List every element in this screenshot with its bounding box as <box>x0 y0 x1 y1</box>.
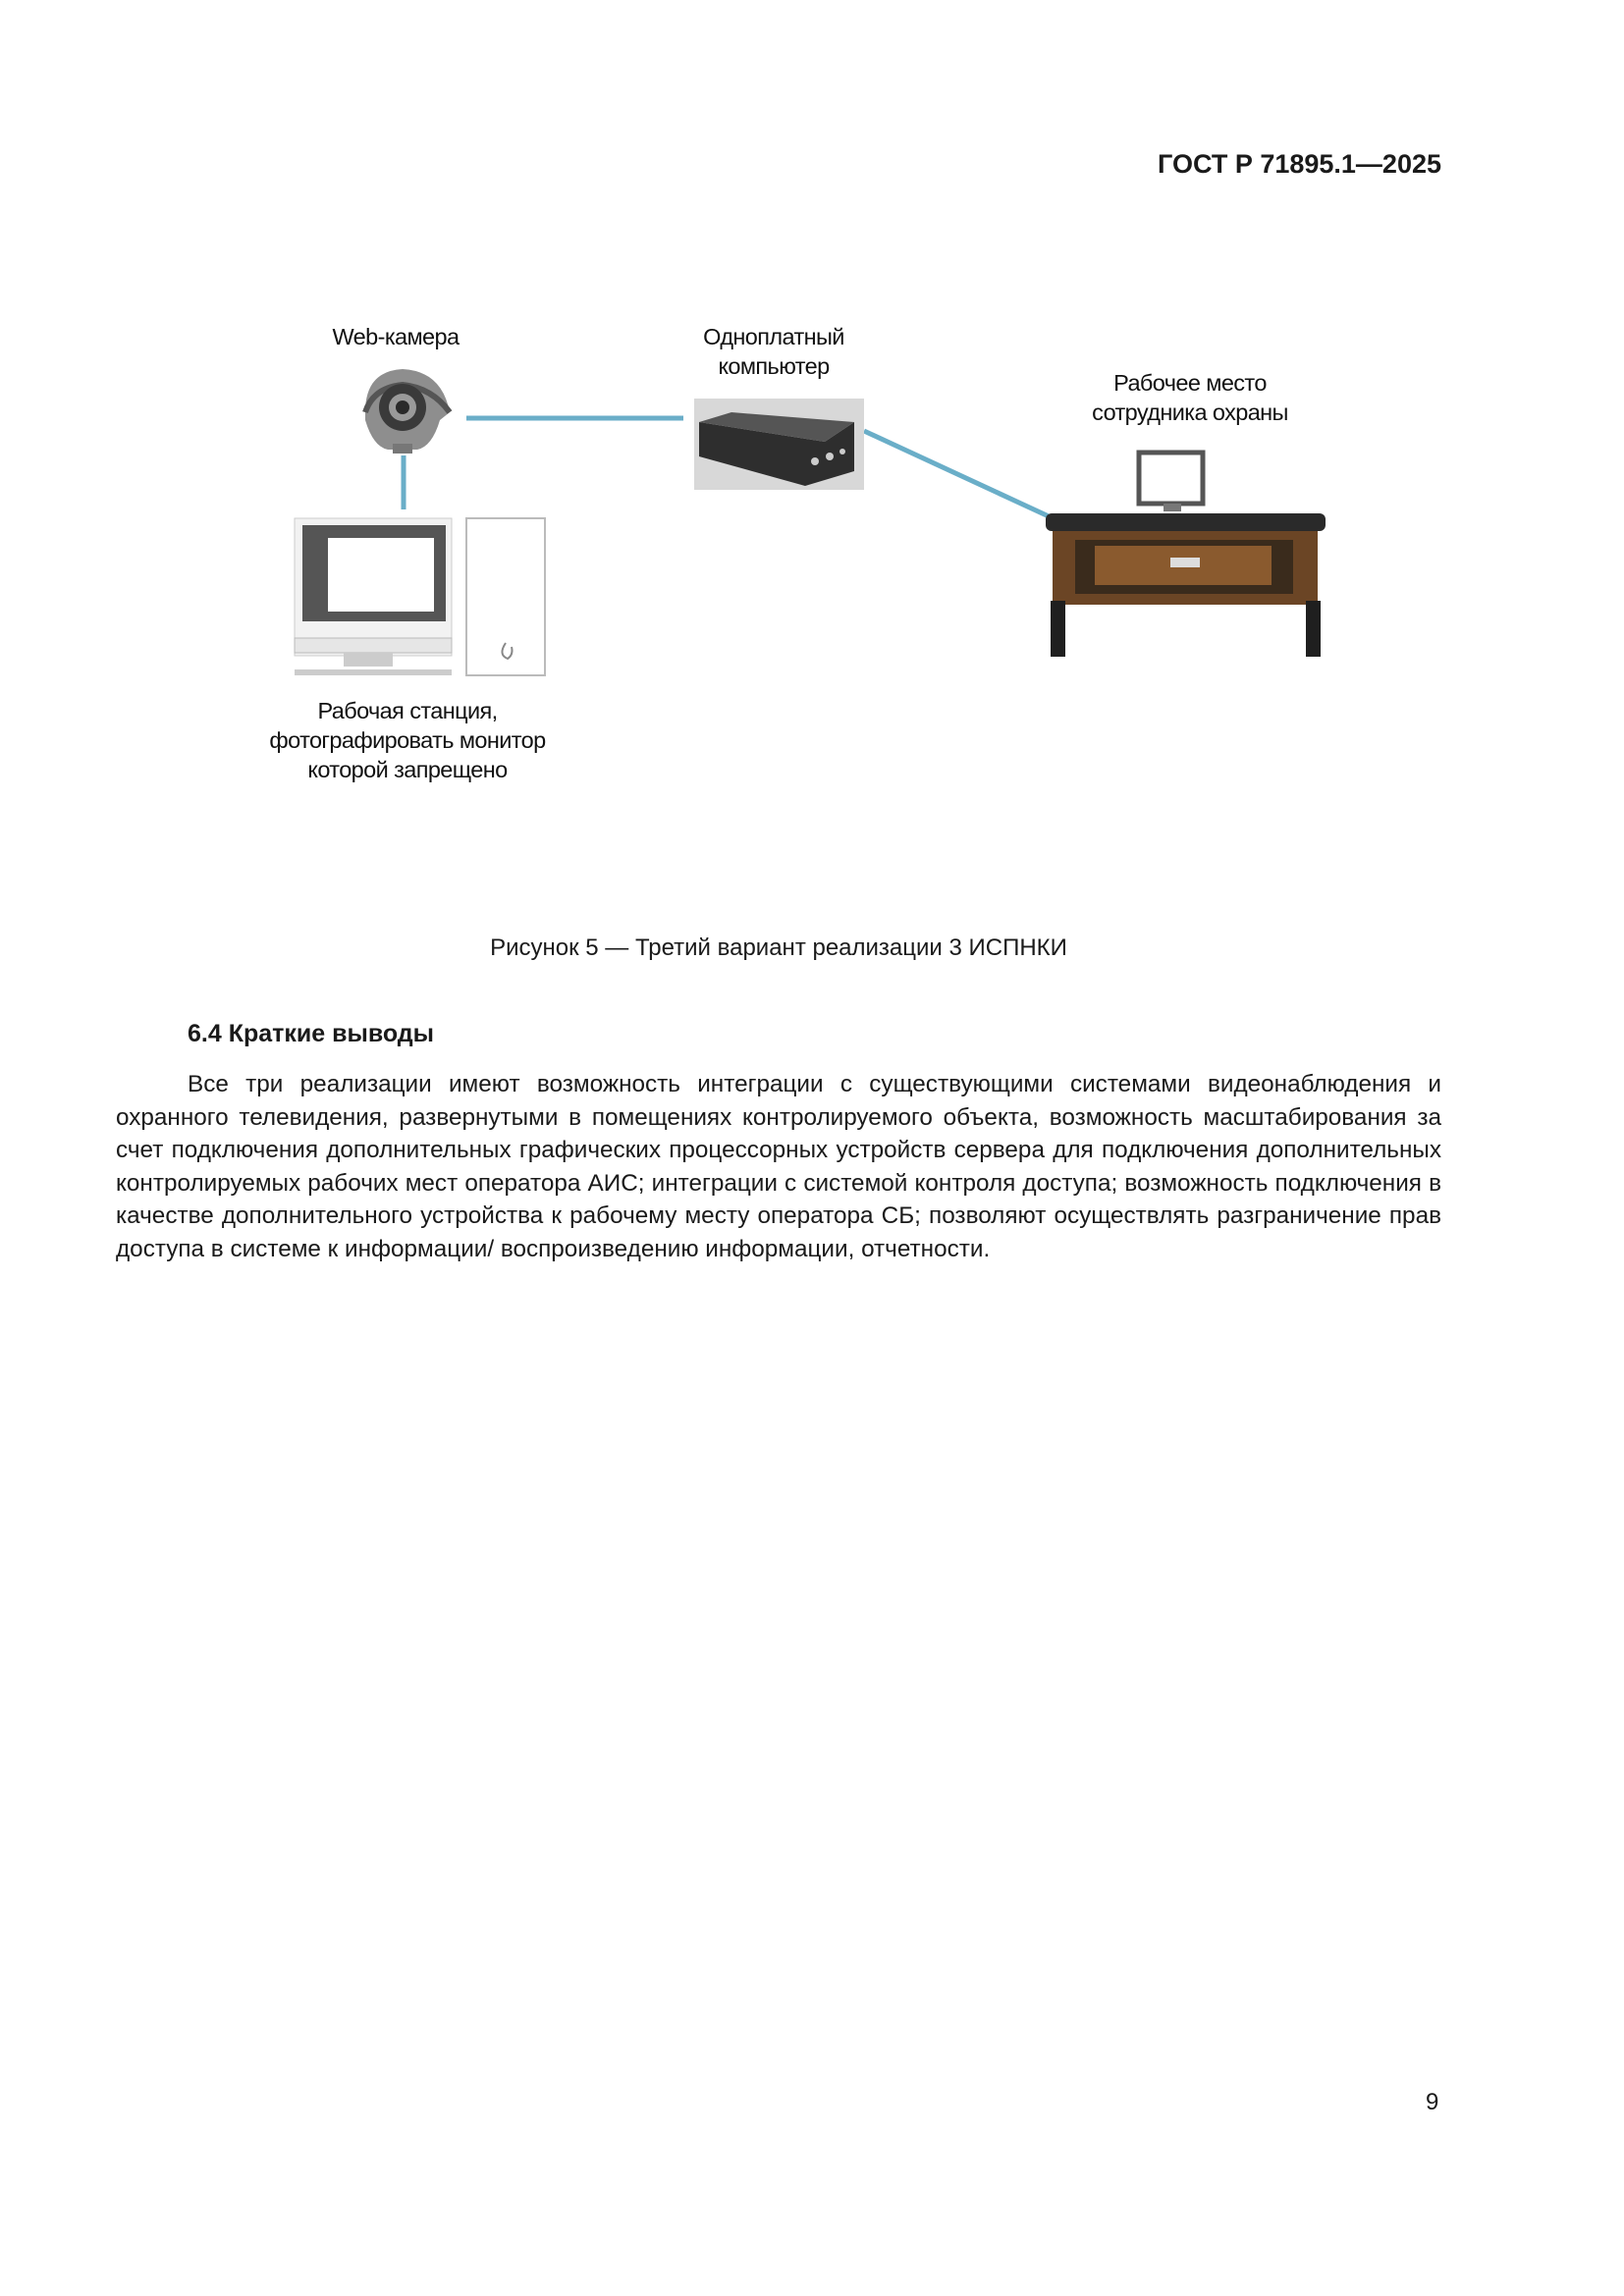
webcam-icon <box>365 369 450 454</box>
label-guard-line1: Рабочее место <box>1113 370 1267 396</box>
label-guard-line2: сотрудника охраны <box>1092 400 1288 425</box>
single-board-computer-icon <box>694 399 864 490</box>
label-sbc-line2: компьютер <box>718 353 830 379</box>
label-ws-line2: фотографировать монитор <box>269 727 546 753</box>
section-paragraph: Все три реализации имеют возможность интеграции с существующими системами видеонаблюдения и охранного телевидения, развернутыми в помещениях контролируемого объекта, возможность масштабирования за счет подключения дополнительных графических процессорных устройств сервера для подключения дополнительных контролируемых рабочих мест оператора АИС; интеграции с системой контроля доступа; возможность подключения в качестве дополнительного устройства к рабочему месту оператора СБ; позволяют осуществлять разграничение прав доступа в системе к информации/ воспроизведению информации, отчетности. <box>116 1071 1441 1262</box>
label-sbc-line1: Одноплатный <box>703 324 844 349</box>
label-webcam: Web-камера <box>332 324 460 349</box>
guard-desk-icon <box>1046 453 1326 657</box>
figure-caption: Рисунок 5 — Третий вариант реализации 3 ИСПНКИ <box>490 934 1067 961</box>
document-id-header: ГОСТ Р 71895.1—2025 <box>1158 149 1441 179</box>
workstation-icon <box>295 518 545 675</box>
label-ws-line1: Рабочая станция, <box>317 698 498 723</box>
link-sbc-guard <box>864 431 1049 516</box>
page-number: 9 <box>1426 2089 1439 2115</box>
section-heading: 6.4 Краткие выводы <box>188 1020 435 1047</box>
label-ws-line3: которой запрещено <box>307 757 508 782</box>
figure-diagram <box>0 0 1624 982</box>
